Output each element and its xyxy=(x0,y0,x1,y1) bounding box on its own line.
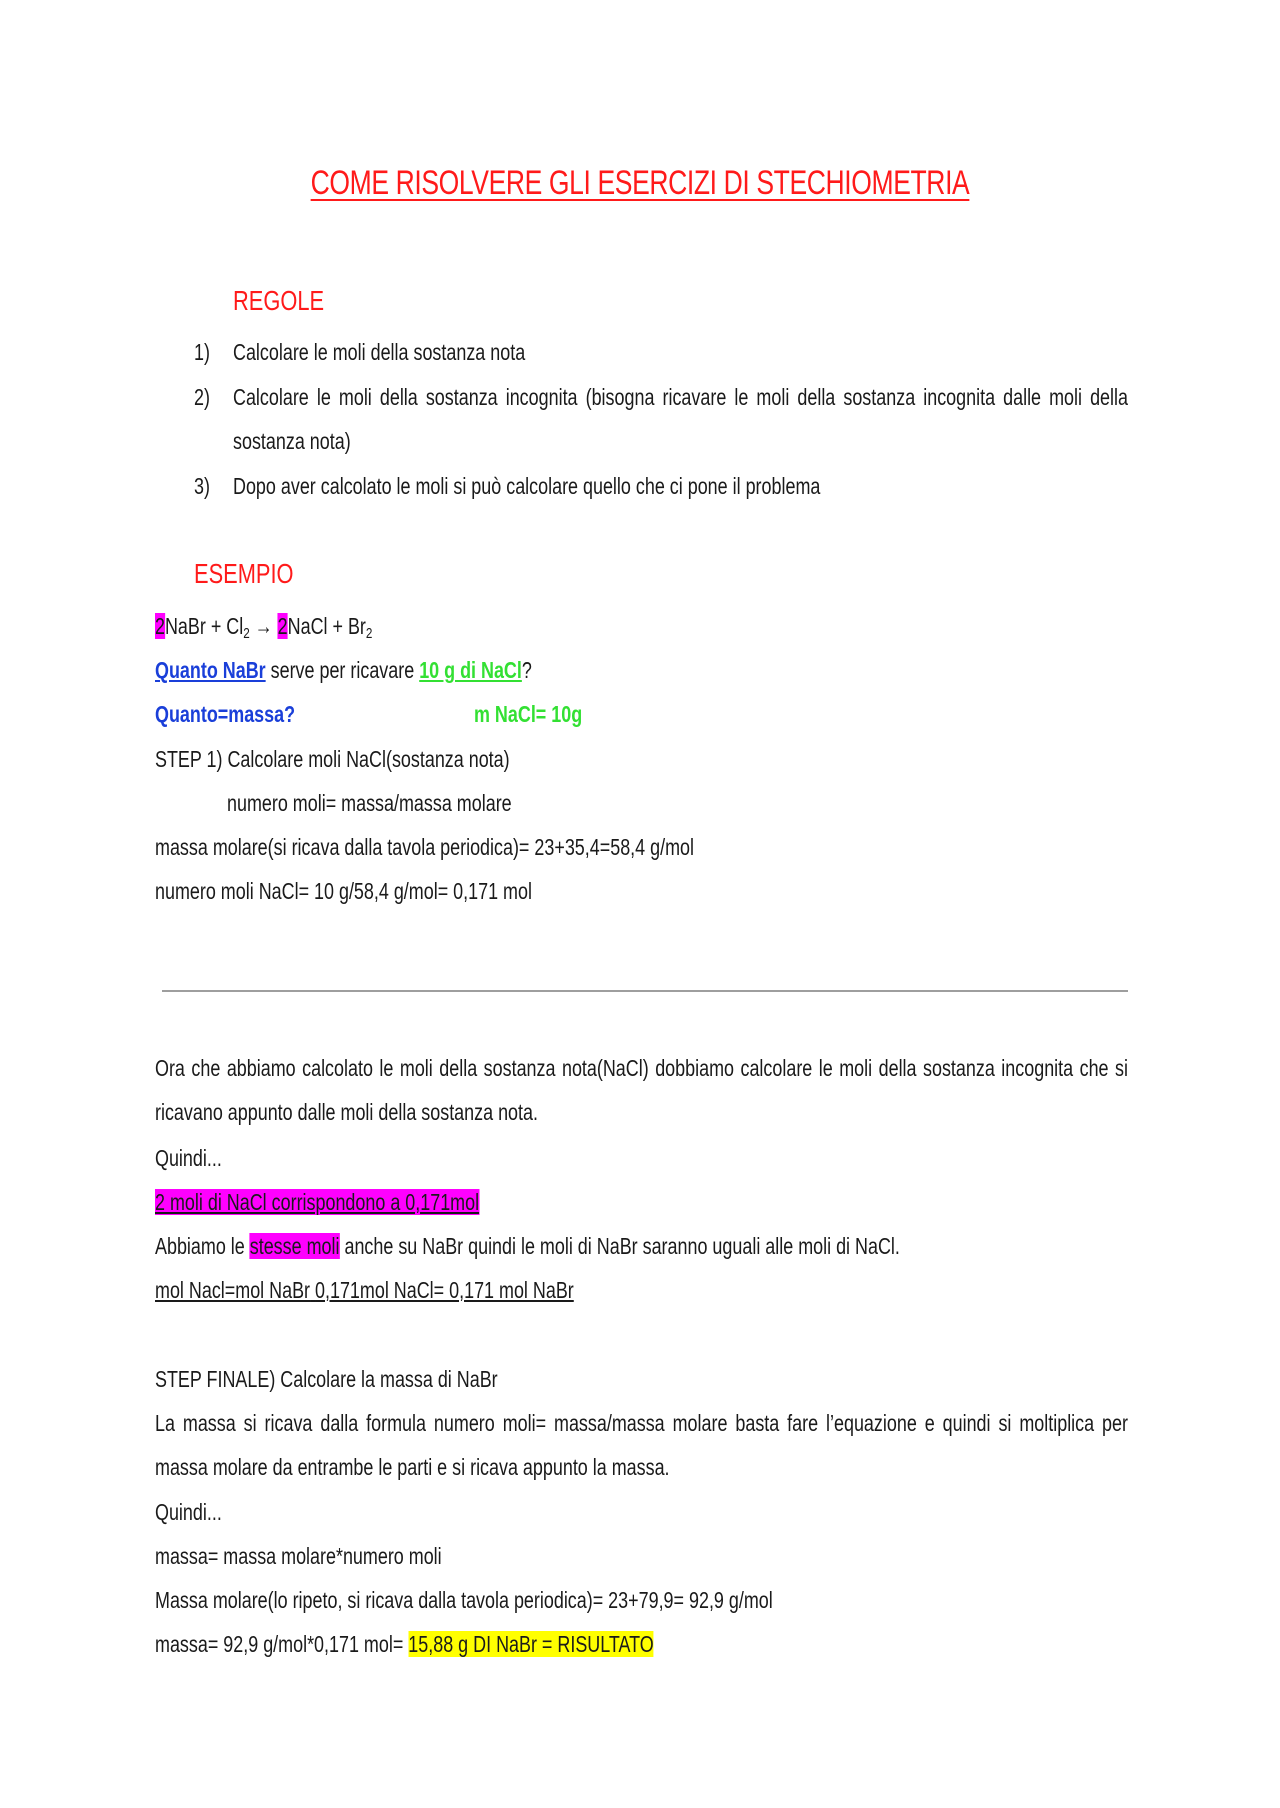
given-known: m NaCl= 10g xyxy=(474,701,583,727)
equation-arrow: → xyxy=(249,613,278,639)
result-line xyxy=(155,1629,654,1659)
final-step-description: La massa si ricava dalla formula numero moli= massa/massa molare basta fare l’equazione e quindi si moltiplica per massa molare da entrambe le parti e si ricava appunto la massa. xyxy=(155,1410,1128,1480)
highlight-moles: 2 moli di NaCl corrispondono a 0,171mol xyxy=(155,1189,480,1215)
equation-coefficient: 2 xyxy=(277,613,288,639)
question-unknown: Quanto NaBr xyxy=(155,657,266,683)
same-moles-start: Abbiamo le xyxy=(155,1233,250,1259)
equation-reactants: NaBr + Cl xyxy=(164,613,244,639)
rule-number: 3) xyxy=(194,473,210,499)
equation-subscript: 2 xyxy=(243,625,250,642)
equation-products: NaCl + Br xyxy=(287,613,366,639)
step1-molar-mass: massa molare(si ricava dalla tavola periodica)= 23+35,4=58,4 g/mol xyxy=(155,834,694,860)
same-moles-line xyxy=(155,1231,900,1261)
equation-coefficient: 2 xyxy=(155,613,165,639)
equation-subscript: 2 xyxy=(365,625,373,642)
final-step-title: STEP FINALE) Calcolare la massa di NaBr xyxy=(155,1366,498,1392)
example-heading: ESEMPIO xyxy=(194,558,294,589)
rules-heading: REGOLE xyxy=(233,285,325,316)
same-moles-end: anche su NaBr quindi le moli di NaBr saranno uguali alle moli di NaCl. xyxy=(339,1233,900,1259)
molar-mass-nabr: Massa molare(lo ripeto, si ricava dalla tavola periodica)= 23+79,9= 92,9 g/mol xyxy=(155,1587,773,1613)
equality-line xyxy=(155,1275,574,1305)
mass-formula: massa= massa molare*numero moli xyxy=(155,1543,442,1569)
equality-right: 0,171mol NaCl= 0,171 mol NaBr xyxy=(315,1277,574,1303)
step1-moles: numero moli NaCl= 10 g/58,4 g/mol= 0,171 mol xyxy=(155,878,532,904)
highlight-line xyxy=(155,1187,479,1217)
example-question xyxy=(155,655,532,685)
given-unknown: Quanto=massa? xyxy=(155,701,296,727)
section-divider xyxy=(162,990,1128,992)
step1-formula: numero moli= massa/massa molare xyxy=(227,790,512,816)
step1-title: STEP 1) Calcolare moli NaCl(sostanza nota) xyxy=(155,746,510,772)
quindi-text: Quindi... xyxy=(155,1499,222,1525)
intro-paragraph: Ora che abbiamo calcolato le moli della sostanza nota(NaCl) dobbiamo calcolare le moli della sostanza incognita che si ricavano appunto dalle moli della sostanza nota. xyxy=(155,1055,1128,1125)
question-middle: serve per ricavare xyxy=(265,657,420,683)
page-title: COME RISOLVERE GLI ESERCIZI DI STECHIOMETRIA xyxy=(310,164,970,202)
chemical-equation xyxy=(155,611,372,641)
same-moles-highlight: stesse moli xyxy=(249,1233,340,1259)
rule-text: Calcolare le moli della sostanza incognita (bisogna ricavare le moli della sostanza incognita dalle moli della sostanza nota) xyxy=(233,384,1128,454)
equality-left: mol Nacl=mol NaBr xyxy=(155,1277,311,1303)
question-known: 10 g di NaCl xyxy=(419,657,522,683)
rule-number: 2) xyxy=(194,384,210,410)
rule-text: Dopo aver calcolato le moli si può calcolare quello che ci pone il problema xyxy=(233,473,821,499)
result-calculation: massa= 92,9 g/mol*0,171 mol= xyxy=(155,1631,409,1657)
result-highlight: 15,88 g DI NaBr = RISULTATO xyxy=(408,1631,654,1657)
rule-number: 1) xyxy=(194,339,210,365)
question-mark: ? xyxy=(521,657,532,683)
quindi-text: Quindi... xyxy=(155,1145,222,1171)
rule-text: Calcolare le moli della sostanza nota xyxy=(233,339,526,365)
